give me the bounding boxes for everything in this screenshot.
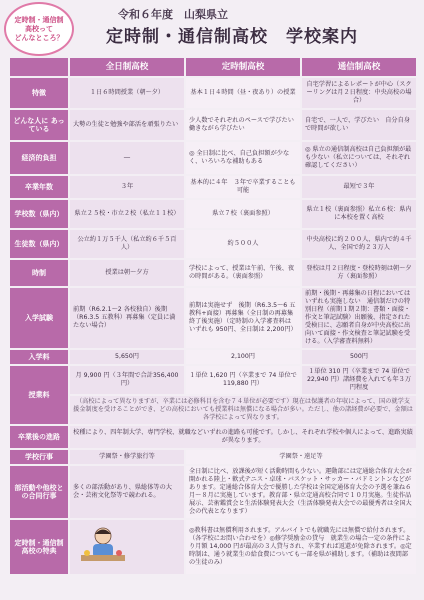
table-cell: 中央高校に約２００人、県内で約４千人、全国で約２３万人 <box>302 230 416 258</box>
table-row <box>10 426 416 448</box>
table-header-row <box>10 58 416 76</box>
row-label: 部活動や他校との合同行事 <box>10 466 68 518</box>
table-cell: ― <box>70 142 184 174</box>
bubble-line-3: どんなところ？ <box>14 33 64 42</box>
row-label: 定時制・通信制高校の特典 <box>10 520 68 574</box>
table-cell: 5,650円 <box>70 350 184 364</box>
table-cell: 自宅で、一人で、学びたい 自分自身で時間が欲しい <box>302 110 416 140</box>
table-row <box>10 142 416 174</box>
table-row <box>10 110 416 140</box>
col-header-zennichi: 全日制高校 <box>70 58 184 76</box>
table-row <box>10 288 416 348</box>
student-illustration-icon <box>73 525 133 567</box>
table-cell: １日６時間授業（朝〜夕） <box>70 78 184 108</box>
row-label: 特徴 <box>10 78 68 108</box>
question-bubble <box>4 2 74 56</box>
table-cell: 全日制に比べ、放課後が短く活動時間も少ない。運動部には定通総合体育大会が開かれる陸上・軟式テニス・卓球・バスケット・サッカー・バドミントンなどがあります。定通総合体育大会で優勝した学校は全国定通体育大会の予選を兼ね６月〜８月に実施しています。教育部・県立定通高校合同で１０月実施。生徒作品展示、芸術鑑賞会と生活体験発表大会（生活体験発表大会での最優秀者は全国大会の代表となります） <box>186 466 416 518</box>
table-row <box>10 230 416 258</box>
row-label: 学校数（県内） <box>10 200 68 228</box>
table-cell: 約５００人 <box>186 230 300 258</box>
table-cell: ３年 <box>70 176 184 198</box>
table-cell: 少人数でそれぞれのペースで学びたい 働きながら学びたい <box>186 110 300 140</box>
row-label: 時制 <box>10 260 68 286</box>
table-cell: 2,100円 <box>186 350 300 364</box>
table-row <box>10 260 416 286</box>
table-cell: 授業は朝〜夕方 <box>70 260 184 286</box>
row-label: 入学料 <box>10 350 68 364</box>
table-cell: ◎教科書は無償利用されます。アルバイトでも就職先には無償で給付されます。（各学校にお問い合わせを）◎修学奨励金の貸与 就業生の場合一定の条件により月額 14,000 円が最高の３人貸与され、卒業すれば返還が免除されます。◎定時制は、通う就業生の給食費についても一部を県が補助します。（補助は夜間部の生徒のみ） <box>186 520 416 574</box>
table-cell: 500円 <box>302 350 416 364</box>
table-cell: 登校は月２日程度・登校時刻は朝〜夕方（裏面参照） <box>302 260 416 286</box>
row-label: 経済的負担 <box>10 142 68 174</box>
table-cell: 学校によって、授業は午前、午後、夜の時間がある。（裏面参照） <box>186 260 300 286</box>
table-cell: １単位 310 円（卒業まで 74 単位で 22,940 円）諸経費を入れても年３万円程度 <box>302 366 416 394</box>
table-cell: 学園祭・修学旅行等 <box>70 450 184 464</box>
table-cell: 基本的に４年 ３年で卒業することも可能 <box>186 176 300 198</box>
row-label: 学校行事 <box>10 450 68 464</box>
table-row <box>10 520 416 574</box>
table-cell: 県立１校（裏面参照）私立６校：県内に本校を置く高校 <box>302 200 416 228</box>
table-cell: 学園祭・遠足等 <box>186 450 416 464</box>
table-cell: 県立２５校・市立２校（私立１１校） <box>70 200 184 228</box>
table-cell: 公立約１万５千人（私立約６千５百人） <box>70 230 184 258</box>
table-cell: 最短で３年 <box>302 176 416 198</box>
table-cell: 多くの部活動があり、県総体等の大会・芸術文化祭等で競われる。 <box>70 466 184 518</box>
table-cell: １単位 1,620 円（卒業まで 74 単位で 119,880 円） <box>186 366 300 394</box>
row-label: どんな人に あっている <box>10 110 68 140</box>
table-row <box>10 200 416 228</box>
row-label: 授業料 <box>10 366 68 424</box>
table-cell: ◎ 全日制に比べ、自己負担額が少なく、いろいろな補助もある <box>186 142 300 174</box>
table-cell: 大勢の生徒と勉強や部活を頑張りたい <box>70 110 184 140</box>
col-header-tsushinsei: 通信制高校 <box>302 58 416 76</box>
row-label: 卒業年数 <box>10 176 68 198</box>
table-cell: 校種により、四年制大学、専門学校、就職などいずれの進路も可能です。しかし、それぞれ学校や個人によって、進路実績が異なります。 <box>70 426 416 448</box>
col-header-teijisei: 定時制高校 <box>186 58 300 76</box>
table-row <box>10 396 416 424</box>
table-row <box>10 78 416 108</box>
table-cell: 前期（R6.2.1〜2 各校独自）後期（R6.3.5 五教科）再募集（定員に満たない場合） <box>70 288 184 348</box>
table-cell: 前期・後期・再募集の日程においてはいずれも実施しない 通信制だけの特別日程（前期１期２期：書類・面接・作文と筆記試験）出願後、指定された受検日に、志願者自身が中央高校に出向いて面接・作文検査と筆記試験を受ける。（入学審査料無料） <box>302 288 416 348</box>
table-cell: 前期は実施せず 後期（R6.3.5〜6 五教科+面接）再募集（全日制の再募集終了後実施）（定時制の入学審査料はいずれも 950円、全日制は 2,200円） <box>186 288 300 348</box>
page-title: 定時制・通信制高校 学校案内 <box>106 27 358 47</box>
table-cell: 県立７校（裏面参照） <box>186 200 300 228</box>
row-label: 卒業後の進路 <box>10 426 68 448</box>
comparison-table <box>8 56 418 576</box>
row-label: 入学試験 <box>10 288 68 348</box>
corner-cell <box>10 58 68 76</box>
table-row <box>10 366 416 394</box>
illustration-cell <box>70 520 184 574</box>
bubble-line-1: 定時制・通信制 <box>14 15 64 24</box>
tuition-note: （高校によって異なりますが、卒業には必修科目を含む７４単位が必要です）現在は保護者の年収によって、国の就学支援金制度を受けることができ、どの高校においても授業料は無償になる場合が多い。ただし、他の諸経費が必要で、金額は各学校によって異なります。 <box>70 396 416 424</box>
table-row <box>10 466 416 518</box>
table-cell: ◎ 県立の通信制高校は自己負担額が最も少ない（私立については、それぞれ確認してください） <box>302 142 416 174</box>
table-row <box>10 176 416 198</box>
table-row <box>10 350 416 364</box>
table-row <box>10 450 416 464</box>
table-cell: 基本１日４時間（昼・夜あり）の授業 <box>186 78 300 108</box>
row-label: 生徒数（県内） <box>10 230 68 258</box>
subtitle: 令和６年度 山梨県立 <box>118 8 228 21</box>
table-cell: 自宅学習によるレポートが中心（スクーリングは月２日程度：中央高校の場合） <box>302 78 416 108</box>
table-cell: 月 9,900 円（３年間で合計356,400円） <box>70 366 184 394</box>
bubble-line-2: 高校って <box>25 24 53 33</box>
header <box>0 0 424 52</box>
